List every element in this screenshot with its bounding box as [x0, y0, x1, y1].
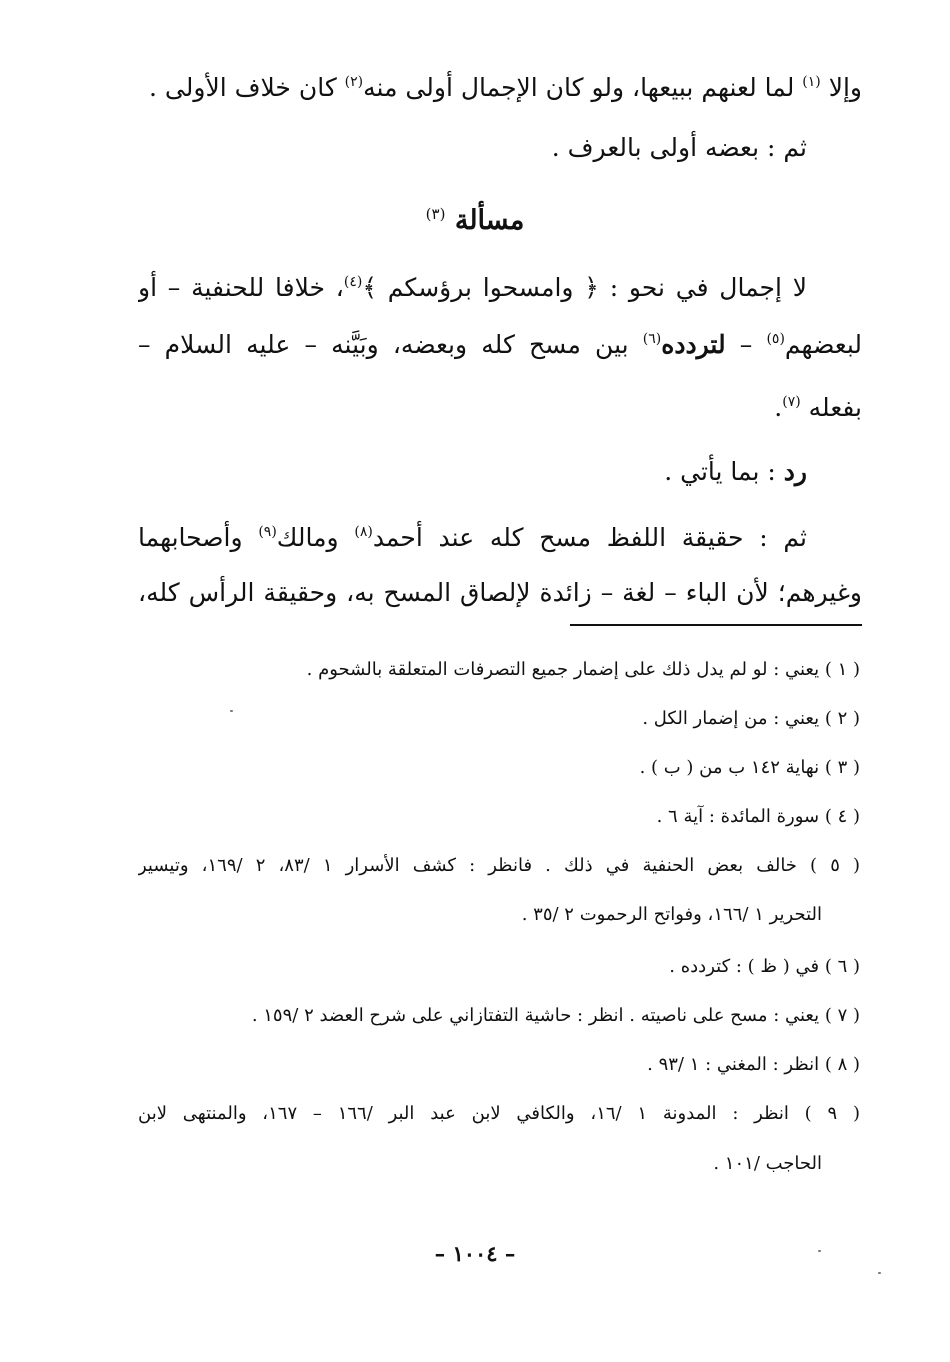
body-text: : بما يأتي . [664, 457, 776, 486]
body-text: ثم : بعضه أولى بالعرف . [551, 133, 807, 162]
section-heading [0, 192, 950, 236]
footnote-ref-3: (٣) [425, 205, 446, 223]
body-line-2 [138, 128, 862, 168]
body-text: وأصحابهما [138, 523, 243, 552]
body-text: – [739, 330, 753, 359]
footnote-8: ( ٨ ) انظر : المغني : ١ /٩٣ . [647, 1054, 860, 1075]
body-bold-text: لتردده [661, 330, 726, 359]
body-text: ومالك [276, 523, 339, 552]
footnote-9: ( ٩ ) انظر : المدونة ١ /١٦، والكافي لابن عبد البر /١٦٦ – ١٦٧، والمنتهى لابن [138, 1103, 860, 1124]
body-text: بين مسح كله وبعضه، وبَيَّنه – عليه السلام – [138, 330, 629, 359]
footnote-1: ( ١ ) يعني : لو لم يدل ذلك على إضمار جميع التصرفات المتعلقة بالشحوم . [306, 659, 860, 680]
paragraph-2-line-1 [138, 518, 862, 558]
footnote-ref-7: (٧) [782, 394, 801, 410]
footnote-ref-8: (٨) [354, 524, 373, 540]
body-line-1 [138, 68, 862, 108]
footnote-divider [570, 624, 862, 626]
footnote-7: ( ٧ ) يعني : مسح على ناصيته . انظر : حاشية التفتازاني على شرح العضد ٢ /١٥٩ . [251, 1005, 860, 1026]
paragraph-1-line-2 [138, 325, 862, 365]
body-text: ، خلافا للحنفية – أو [138, 273, 344, 302]
scan-speck [878, 1272, 881, 1274]
body-text: لبعضهم [784, 330, 862, 359]
footnote-2: ( ٢ ) يعني : من إضمار الكل . [642, 708, 860, 729]
footnote-ref-2: (٢) [344, 74, 364, 90]
scan-speck [230, 710, 233, 712]
rebuttal-line [138, 452, 862, 492]
body-text: بفعله [808, 393, 862, 422]
body-text: لما لعنهم ببيعها، ولو كان الإجمال أولى منه [363, 73, 795, 102]
footnote-5-continued: التحرير ١ /١٦٦، وفواتح الرحموت ٢ /٣٥ . [521, 904, 822, 925]
footnote-ref-4: (٤) [343, 274, 363, 290]
footnote-6: ( ٦ ) في ( ظ ) : كتردده . [669, 956, 860, 977]
footnote-9-continued: الحاجب /١٠١ . [713, 1153, 822, 1174]
footnote-3: ( ٣ ) نهاية ١٤٢ ب من ( ب ) . [639, 757, 860, 778]
body-text: لا إجمال في نحو : ﴿ وامسحوا برؤسكم ﴾ [362, 273, 807, 302]
footnote-ref-5: (٥) [766, 331, 785, 347]
paragraph-2-line-2 [138, 573, 862, 613]
scan-speck [818, 1250, 821, 1252]
paragraph-1-line-3 [138, 388, 862, 428]
page-number: – ١٠٠٤ – [434, 1241, 516, 1266]
heading-title: مسألة [454, 205, 525, 236]
paragraph-1-line-1 [138, 268, 862, 308]
rebuttal-label: رد [783, 457, 807, 486]
footnote-4: ( ٤ ) سورة المائدة : آية ٦ . [656, 806, 860, 827]
footnote-5: ( ٥ ) خالف بعض الحنفية في ذلك . فانظر : كشف الأسرار ١ /٨٣، ٢ /١٦٩، وتيسير [138, 855, 860, 876]
body-text: كان خلاف الأولى . [149, 73, 337, 102]
footnote-ref-1: (١) [802, 74, 821, 90]
body-text: وغيرهم؛ لأن الباء – لغة – زائدة لإلصاق المسح به، وحقيقة الرأس كله، [138, 578, 862, 607]
footnote-ref-9: (٩) [258, 524, 277, 540]
footnote-ref-6: (٦) [642, 331, 662, 347]
body-text: . [774, 393, 783, 422]
body-text: وإلا [828, 73, 862, 102]
body-text: ثم : حقيقة اللفظ مسح كله عند أحمد [372, 523, 808, 552]
